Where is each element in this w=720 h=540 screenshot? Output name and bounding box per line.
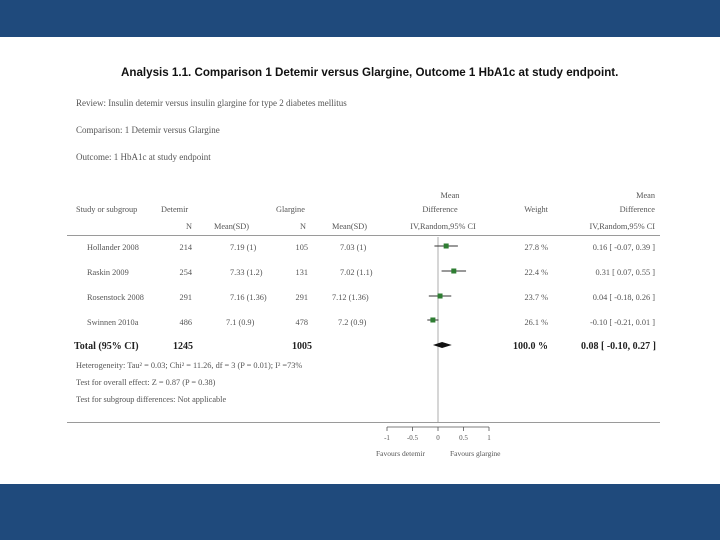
header-md-method: IV,Random,95% CI — [410, 222, 476, 231]
outcome-line: Outcome: 1 HbA1c at study endpoint — [76, 152, 211, 162]
subgroup-note: Test for subgroup differences: Not applicable — [76, 395, 227, 404]
x-tick-label: -0.5 — [406, 434, 419, 442]
glargine-mean-sd: 7.03 (1) — [340, 243, 367, 252]
x-tick-label: 0 — [436, 434, 440, 442]
header-glargine: Glargine — [276, 205, 305, 214]
review-line: Review: Insulin detemir versus insulin glargine for type 2 diabetes mellitus — [76, 98, 347, 108]
header-mean-detemir: Mean(SD) — [214, 222, 250, 231]
header-weight: Weight — [524, 205, 548, 214]
header-n-detemir: N — [186, 222, 192, 231]
header-mean-glargine: Mean(SD) — [332, 222, 368, 231]
study-point-marker — [444, 244, 449, 249]
study-point-marker — [438, 294, 443, 299]
study-point-marker — [430, 318, 435, 323]
detemir-mean-sd: 7.33 (1.2) — [230, 268, 263, 277]
overall-effect-note: Test for overall effect: Z = 0.87 (P = 0.38) — [76, 378, 216, 387]
favours-detemir-label: Favours detemir — [376, 449, 425, 458]
x-tick-label: 0.5 — [459, 434, 468, 442]
pooled-diamond — [433, 342, 452, 348]
header-md2-mean: Mean — [636, 191, 655, 200]
detemir-mean-sd: 7.1 (0.9) — [226, 318, 255, 327]
header-md2-method: IV,Random,95% CI — [589, 222, 655, 231]
weight-value: 27.8 % — [524, 243, 548, 252]
md-ci-value: 0.16 [ -0.07, 0.39 ] — [592, 243, 655, 252]
md-ci-value: 0.31 [ 0.07, 0.55 ] — [595, 268, 655, 277]
header-md-difference: Difference — [422, 205, 458, 214]
total-n-glargine: 1005 — [292, 341, 312, 352]
glargine-n: 291 — [295, 293, 308, 302]
header-md-mean: Mean — [440, 191, 460, 200]
md-ci-value: -0.10 [ -0.21, 0.01 ] — [590, 318, 655, 327]
header-n-glargine: N — [300, 222, 306, 231]
glargine-n: 105 — [295, 243, 308, 252]
total-weight: 100.0 % — [513, 341, 548, 352]
detemir-n: 291 — [179, 293, 192, 302]
header-study: Study or subgroup — [76, 205, 138, 214]
study-name: Hollander 2008 — [87, 243, 139, 252]
x-tick-label: 1 — [487, 434, 491, 442]
x-tick-label: -1 — [384, 434, 390, 442]
total-label: Total (95% CI) — [74, 341, 139, 352]
detemir-mean-sd: 7.19 (1) — [230, 243, 257, 252]
heterogeneity-note: Heterogeneity: Tau² = 0.03; Chi² = 11.26, df = 3 (P = 0.01); I² =73% — [76, 361, 303, 370]
glargine-mean-sd: 7.12 (1.36) — [332, 293, 369, 302]
total-n-detemir: 1245 — [173, 341, 193, 352]
weight-value: 26.1 % — [524, 318, 548, 327]
weight-value: 23.7 % — [524, 293, 548, 302]
glargine-n: 131 — [295, 268, 308, 277]
header-md2-difference: Difference — [619, 205, 655, 214]
glargine-mean-sd: 7.2 (0.9) — [338, 318, 367, 327]
header-detemir: Detemir — [161, 205, 189, 214]
detemir-n: 254 — [179, 268, 192, 277]
detemir-n: 214 — [179, 243, 192, 252]
glargine-mean-sd: 7.02 (1.1) — [340, 268, 373, 277]
study-name: Rosenstock 2008 — [87, 293, 144, 302]
favours-glargine-label: Favours glargine — [450, 449, 501, 458]
detemir-mean-sd: 7.16 (1.36) — [230, 293, 267, 302]
md-ci-value: 0.04 [ -0.18, 0.26 ] — [592, 293, 655, 302]
study-point-marker — [451, 269, 456, 274]
detemir-n: 486 — [179, 318, 192, 327]
glargine-n: 478 — [295, 318, 308, 327]
comparison-line: Comparison: 1 Detemir versus Glargine — [76, 125, 220, 135]
weight-value: 22.4 % — [524, 268, 548, 277]
total-md-ci: 0.08 [ -0.10, 0.27 ] — [581, 341, 656, 352]
study-name: Raskin 2009 — [87, 268, 129, 277]
analysis-title: Analysis 1.1. Comparison 1 Detemir versus Glargine, Outcome 1 HbA1c at study endpoint. — [121, 66, 619, 79]
study-name: Swinnen 2010a — [87, 318, 139, 327]
